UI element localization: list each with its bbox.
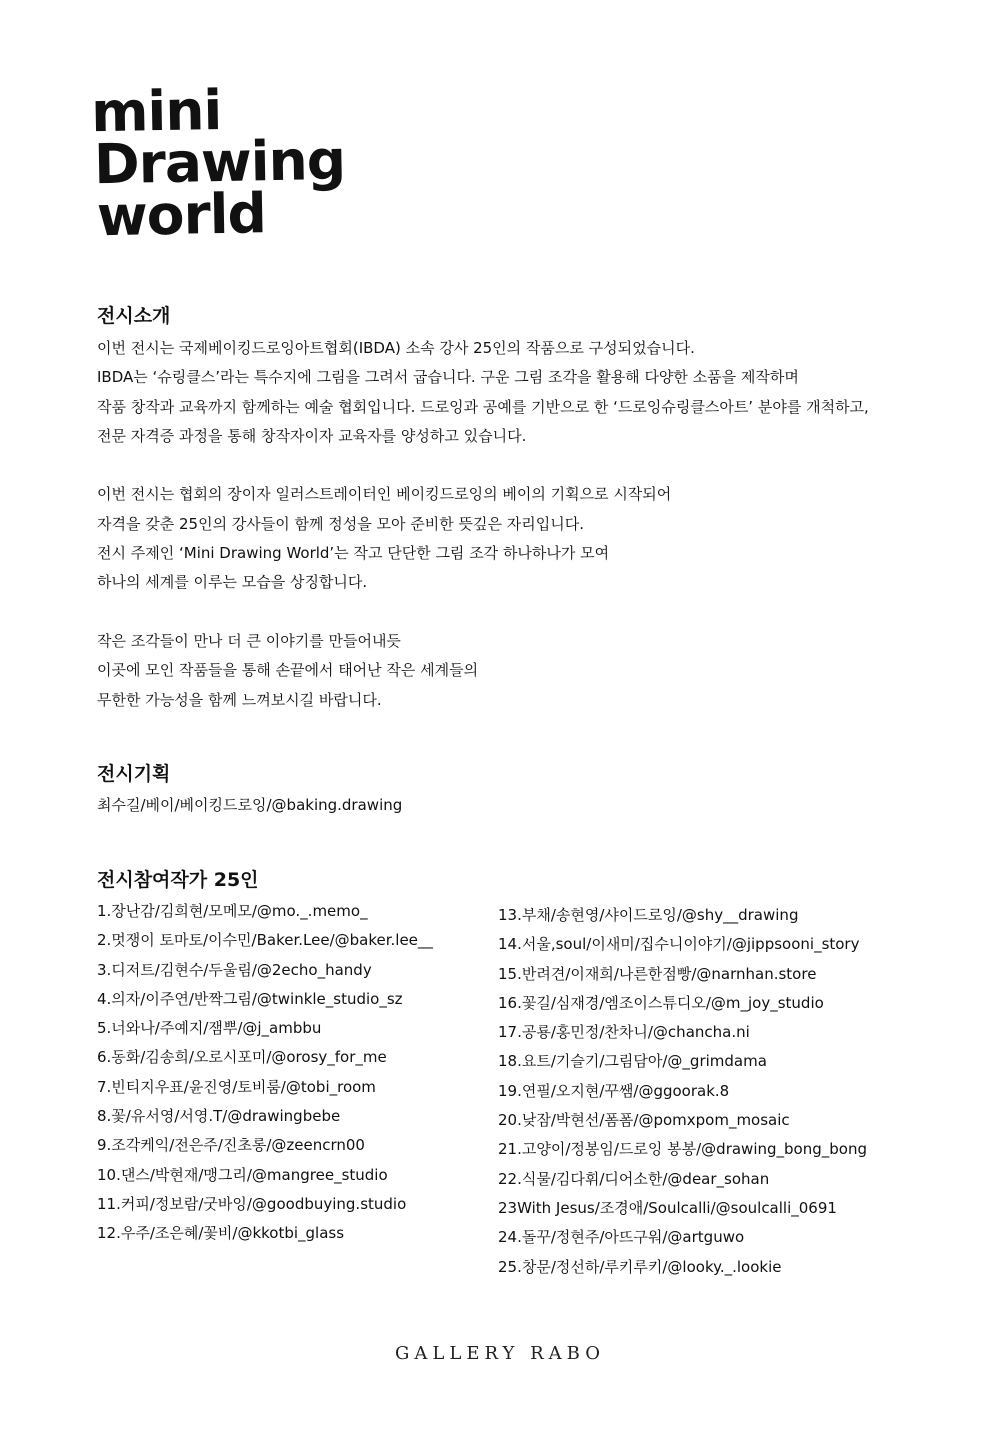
artist-item: 19.연필/오지현/꾸쌤/@ggoorak.8 bbox=[498, 1081, 730, 1100]
paragraph-spacer bbox=[97, 598, 869, 627]
artist-item: 14.서울,soul/이새미/집수니이야기/@jippsooni_story bbox=[498, 935, 860, 954]
artist-item: 12.우주/조은혜/꽃비/@kkotbi_glass bbox=[97, 1224, 345, 1243]
artist-item: 22.식물/김다휘/디어소한/@dear_sohan bbox=[498, 1169, 770, 1188]
artist-item: 18.요트/기슬기/그림담아/@_grimdama bbox=[498, 1052, 767, 1071]
intro-line: 하나의 세계를 이루는 모습을 상징합니다. bbox=[97, 573, 368, 592]
intro-line: IBDA는 ‘슈링클스’라는 특수지에 그림을 그려서 굽습니다. 구운 그림 조각을 활용해 다양한 소품을 제작하며 bbox=[97, 368, 799, 387]
logo-line-2: Drawing bbox=[93, 127, 346, 197]
artist-item: 10.댄스/박현재/맹그리/@mangree_studio bbox=[97, 1165, 388, 1184]
artist-item: 1.장난감/김희현/모메모/@mo._.memo_ bbox=[97, 902, 368, 920]
artist-item: 23With Jesus/조경애/Soulcalli/@soulcalli_0691 bbox=[498, 1198, 837, 1217]
intro-line: 자격을 갖춘 25인의 강사들이 함께 정성을 모아 준비한 뜻깊은 자리입니다. bbox=[97, 514, 584, 533]
logo-line-3: world bbox=[96, 181, 267, 249]
artist-item: 24.돌꾸/정현주/아뜨구워/@artguwo bbox=[498, 1228, 745, 1247]
exhibition-intro-section bbox=[97, 302, 869, 715]
intro-line: 전시 주제인 ‘Mini Drawing World’는 작고 단단한 그림 조각 하나하나가 모여 bbox=[97, 544, 610, 563]
planning-credit: 최수길/베이/베이킹드로잉/@baking.drawing bbox=[97, 796, 403, 814]
artist-item: 5.너와나/주예지/잼뿌/@j_ambbu bbox=[97, 1019, 322, 1038]
artists-heading: 전시참여작가 25인 bbox=[97, 869, 259, 891]
intro-line: 이곳에 모인 작품들을 통해 손끝에서 태어난 작은 세계들의 bbox=[97, 661, 479, 680]
artist-item: 2.멋쟁이 토마토/이수민/Baker.Lee/@baker.lee__ bbox=[97, 931, 433, 950]
artist-item: 21.고양이/정봉임/드로잉 봉봉/@drawing_bong_bong bbox=[498, 1140, 867, 1159]
artist-item: 20.낮잠/박현선/폼폼/@pomxpom_mosaic bbox=[498, 1111, 790, 1130]
intro-line: 작은 조각들이 만나 더 큰 이야기를 만들어내듯 bbox=[97, 631, 401, 650]
exhibition-logo bbox=[90, 78, 354, 249]
artist-item: 17.공룡/홍민정/찬차니/@chancha.ni bbox=[498, 1023, 750, 1042]
artist-item: 13.부채/송현영/샤이드로잉/@shy__drawing bbox=[498, 906, 799, 924]
intro-heading: 전시소개 bbox=[97, 305, 171, 327]
artist-item: 3.디저트/김현수/두울림/@2echo_handy bbox=[97, 960, 372, 979]
intro-paragraph-3 bbox=[97, 627, 869, 715]
intro-line: 무한한 가능성을 함께 느껴보시길 바랍니다. bbox=[97, 690, 382, 709]
artist-item: 25.창문/정선하/루키루키/@looky._.lookie bbox=[498, 1257, 782, 1276]
planning-heading: 전시기획 bbox=[97, 763, 171, 785]
artists-list-right bbox=[498, 901, 867, 1282]
exhibition-planning-section bbox=[97, 760, 402, 820]
artist-item: 7.빈티지우표/윤진영/토비룸/@tobi_room bbox=[97, 1077, 376, 1096]
logo-line-1: mini bbox=[90, 78, 222, 145]
artist-item: 8.꽃/유서영/서영.T/@drawingbebe bbox=[97, 1107, 341, 1126]
intro-line: 이번 전시는 협회의 장이자 일러스트레이터인 베이킹드로잉의 베이의 기획으로 시작되어 bbox=[97, 485, 672, 504]
artist-item: 4.의자/이주연/반짝그림/@twinkle_studio_sz bbox=[97, 989, 403, 1008]
intro-line: 작품 창작과 교육까지 함께하는 예술 협회입니다. 드로잉과 공예를 기반으로 한 ‘드로잉슈링클스아트’ 분야를 개척하고, bbox=[97, 397, 869, 416]
intro-paragraph-1 bbox=[97, 334, 869, 451]
intro-line: 전문 자격증 과정을 통해 창작자이자 교육자를 양성하고 있습니다. bbox=[97, 426, 527, 445]
participating-artists-section bbox=[97, 866, 259, 894]
gallery-name-footer: GALLERY RABO bbox=[395, 1343, 605, 1364]
paragraph-spacer bbox=[97, 451, 869, 480]
artist-item: 16.꽃길/심재경/엠조이스튜디오/@m_joy_studio bbox=[498, 993, 824, 1012]
artist-item: 11.커피/정보람/굿바잉/@goodbuying.studio bbox=[97, 1194, 407, 1213]
intro-paragraph-2 bbox=[97, 480, 869, 597]
artist-item: 9.조각케익/전은주/진초롱/@zeencrn00 bbox=[97, 1136, 365, 1155]
artists-list-left bbox=[97, 897, 433, 1249]
artist-item: 15.반려견/이재희/나른한점빵/@narnhan.store bbox=[498, 964, 817, 983]
intro-line: 이번 전시는 국제베이킹드로잉아트협회(IBDA) 소속 강사 25인의 작품으로 구성되었습니다. bbox=[97, 339, 695, 357]
artist-item: 6.동화/김송희/오로시포미/@orosy_for_me bbox=[97, 1048, 387, 1067]
